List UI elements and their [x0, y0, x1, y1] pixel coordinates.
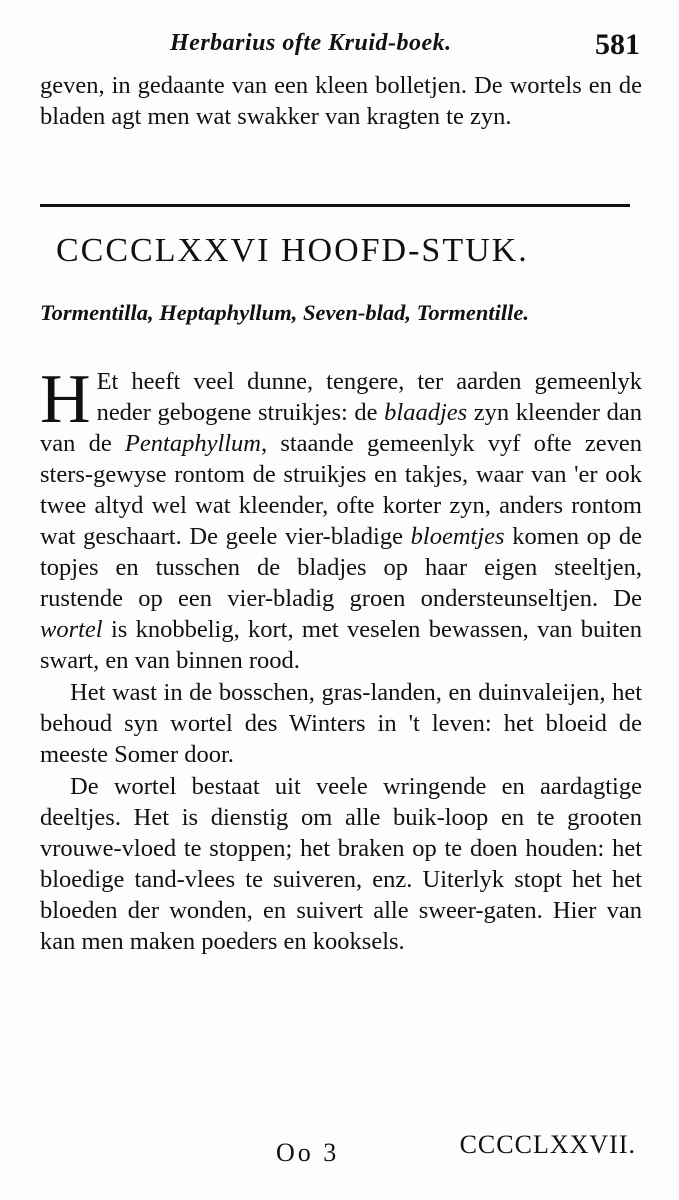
- paragraph-description: [40, 361, 643, 676]
- paragraph1-part4: komen op de topjes en tusschen de bladjes op haar eigen steeltjen, rustende op een vier-bladig groen ondersteunseltjen. De: [40, 523, 642, 612]
- chapter-heading: CCCCLXXVI HOOFD-STUK.: [56, 232, 529, 269]
- term-wortel: wortel: [40, 616, 103, 643]
- carryover-text: geven, in gedaante van een kleen bolletjen. De wortels en de bladen agt men wat swakker van kragten te zyn.: [40, 72, 642, 130]
- plant-names: Tormentilla, Heptaphyllum, Seven-blad, Tormentille.: [40, 300, 529, 325]
- paragraph-uses: De wortel bestaat uit veele wringende en aardagtige deeltjes. Het is dienstig om alle buik-loop en te grooten vrouwe-vloed te stoppen; het braken op te doen houden: het bloedige tand-vlees te suiveren, enz. Uiterlyk stopt het het bloeden der wonden, en suivert alle sweer-gaten. Hier van kan men maken poeders en kooksels.: [40, 773, 642, 955]
- term-blaadjes: blaadjes: [384, 399, 468, 426]
- page-number: 581: [595, 28, 640, 61]
- term-pentaphyllum: Pentaphyllum: [124, 430, 261, 457]
- section-divider: [40, 204, 630, 207]
- paragraph-habitat: Het wast in de bosschen, gras-landen, en duinvaleijen, het behoud syn wortel des Winters in 't leven: het bloeid de meeste Somer door.: [40, 679, 642, 768]
- page-footer: [40, 1130, 640, 1170]
- drop-cap: H: [40, 361, 91, 438]
- catchword: CCCCLXXVII.: [459, 1130, 636, 1159]
- running-head: [40, 28, 640, 64]
- paragraph1-part2: zyn kleender dan van de: [40, 399, 643, 457]
- chapter-body: [40, 361, 643, 958]
- paragraph1-part1: Et heeft veel dunne, tengere, ter aarden gemeenlyk neder gebogene struikjes: de: [96, 368, 642, 426]
- signature-mark: Oo 3: [276, 1138, 340, 1167]
- running-title: Herbarius ofte Kruid-boek.: [170, 30, 452, 56]
- paragraph1-part3: , staande gemeenlyk vyf ofte zeven sters-gewyse rontom de struikjes en takjes, waar van 'er ook twee altyd wel wat kleender, ofte korter zyn, anders rontom wat geschaart. De geele vier-bladige: [40, 430, 642, 550]
- paragraph1-part5: is knobbelig, kort, met veselen bewassen, van buiten swart, en van binnen rood.: [40, 616, 642, 674]
- term-bloemtjes: bloemtjes: [410, 523, 505, 550]
- carryover-paragraph: [40, 70, 642, 132]
